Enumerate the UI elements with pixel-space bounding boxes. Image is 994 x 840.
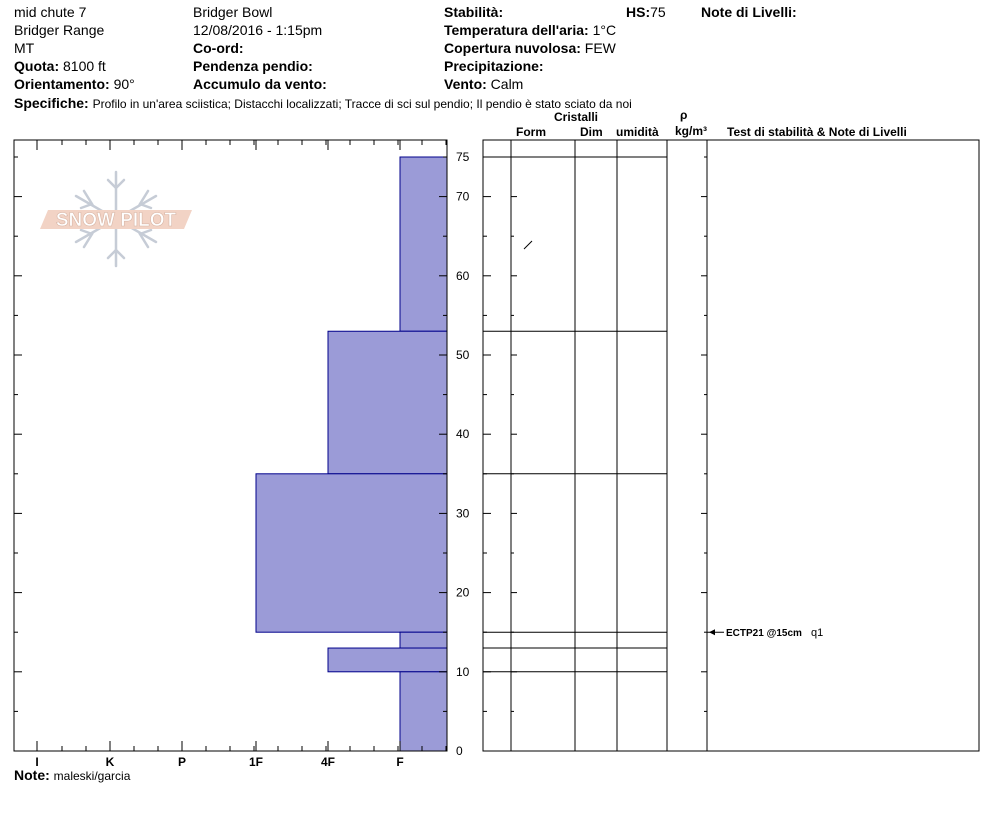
hs-label: HS: — [626, 4, 651, 20]
depth-label-70: 70 — [456, 189, 470, 204]
test-label: ECTP21 @15cm — [726, 628, 802, 640]
rho-header: ρ — [680, 108, 688, 122]
location: mid chute 7 — [14, 4, 87, 20]
prec-label: Precipitazione: — [444, 58, 544, 74]
datetime: 12/08/2016 - 1:15pm — [193, 22, 323, 38]
hardness-label-I: I — [35, 755, 39, 769]
cristalli-header: Cristalli — [554, 110, 599, 124]
hardness-bar-3 — [400, 632, 447, 648]
hardness-bar-1 — [328, 331, 447, 474]
density-unit-header: kg/m³ — [675, 124, 708, 138]
test-quality: q1 — [811, 627, 824, 640]
vento-value: Calm — [490, 76, 524, 92]
hardness-label-F: F — [396, 755, 404, 769]
depth-label-30: 30 — [456, 506, 470, 521]
cop-value: FEW — [584, 40, 616, 56]
depth-label-0: 0 — [456, 744, 463, 758]
form-header: Form — [516, 125, 546, 139]
depth-label-40: 40 — [456, 427, 470, 442]
accumulo-label: Accumulo da vento: — [193, 76, 327, 92]
hardness-label-K: K — [105, 755, 115, 769]
pendenza-label: Pendenza pendio: — [193, 58, 313, 74]
quota-value: 8100 ft — [63, 58, 106, 74]
hardness-label-P: P — [177, 755, 187, 769]
form-symbol-slash-icon — [524, 241, 532, 249]
temp-value: 1°C — [592, 22, 617, 38]
quota-label: Quota: — [14, 58, 60, 74]
layer-table-frame — [483, 140, 979, 751]
state: MT — [14, 40, 35, 56]
note-label: Note: — [14, 767, 50, 783]
depth-label-10: 10 — [456, 664, 470, 679]
stabilita-label: Stabilità: — [444, 4, 504, 20]
temp-label: Temperatura dell'aria: — [444, 22, 589, 38]
logo-text: SNOW PILOT — [55, 210, 177, 231]
hardness-bar-0 — [400, 157, 447, 331]
note-value: maleski/garcia — [53, 769, 131, 783]
hardness-label-4F: 4F — [320, 755, 336, 769]
depth-label-75: 75 — [456, 150, 470, 164]
spec-label: Specifiche: — [14, 95, 89, 111]
coord-label: Co-ord: — [193, 40, 244, 56]
footer-note — [14, 766, 130, 785]
hardness-bar-5 — [400, 672, 447, 751]
dim-header: Dim — [580, 125, 603, 139]
orient-value: 90° — [113, 76, 135, 92]
depth-label-20: 20 — [456, 585, 470, 600]
test-arrow-head-icon — [709, 629, 715, 635]
area: Bridger Bowl — [193, 4, 273, 20]
hardness-bar-4 — [328, 648, 447, 672]
note-livelli-label: Note di Livelli: — [701, 4, 797, 20]
depth-label-60: 60 — [456, 268, 470, 283]
hs-value: 75 — [650, 4, 666, 20]
cop-label: Copertura nuvolosa: — [444, 40, 581, 56]
tests-header: Test di stabilità & Note di Livelli — [727, 125, 907, 139]
hardness-label-1F: 1F — [248, 755, 264, 769]
range: Bridger Range — [14, 22, 105, 38]
orient-label: Orientamento: — [14, 76, 110, 92]
umidita-header: umidità — [616, 125, 659, 139]
depth-label-50: 50 — [456, 348, 470, 362]
vento-label: Vento: — [444, 76, 487, 92]
hardness-bar-2 — [256, 474, 447, 632]
spec-value: Profilo in un'area sciistica; Distacchi localizzati; Tracce di sci sul pendio; Il pendio è stato sciato da noi — [92, 97, 632, 111]
